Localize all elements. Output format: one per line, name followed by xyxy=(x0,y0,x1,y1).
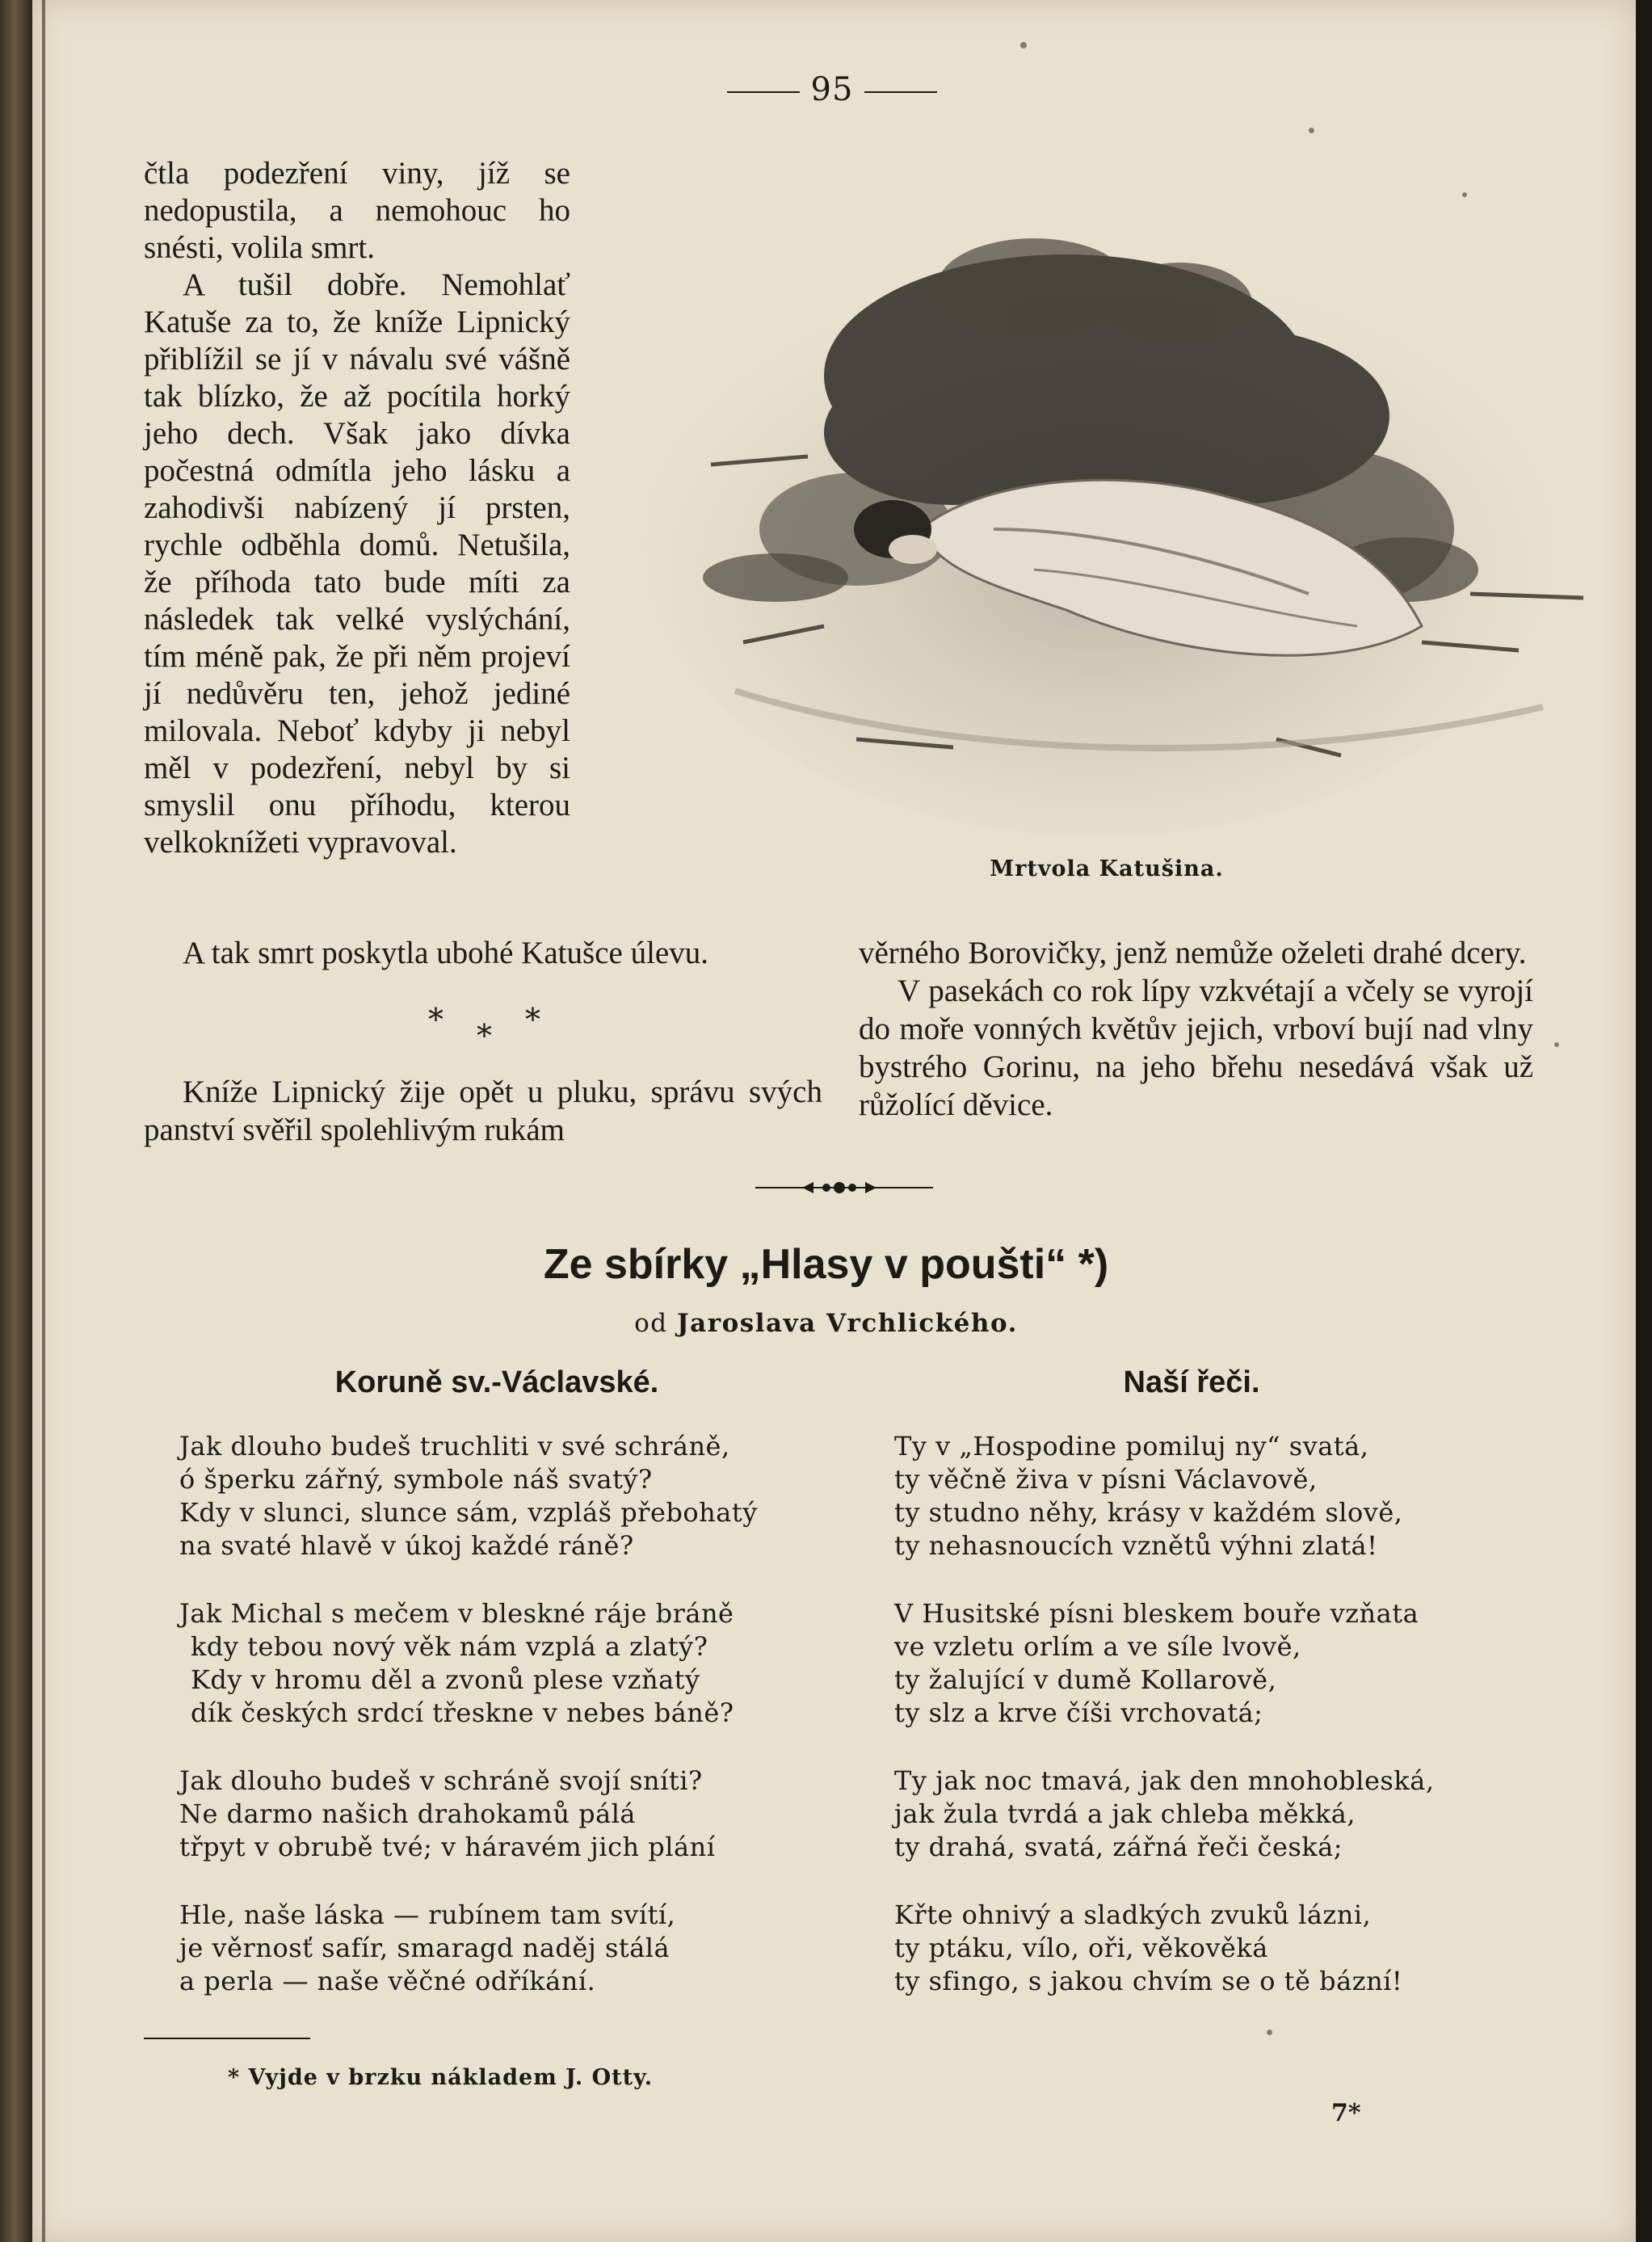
verse-line: Jak dlouho budeš truchliti v své schráně, xyxy=(179,1431,730,1462)
verse-line: ty nehasnoucích vznětů výhni zlatá! xyxy=(894,1530,1378,1561)
verse-line: a perla — naše věčné odříkání. xyxy=(179,1966,596,1996)
asterisk: * xyxy=(428,1002,443,1037)
story-left-after-break xyxy=(144,1073,822,1149)
sonnet-title-left: Koruně sv.-Václavské. xyxy=(334,1365,659,1399)
paper-speck xyxy=(1309,128,1314,133)
verse-line: Ty jak noc tmavá, jak den mnohobleská, xyxy=(894,1765,1435,1796)
story-paragraph: čtla podezření viny, jíž se nedopustila, a nemohouc ho snésti, volila smrt. xyxy=(144,156,570,265)
verse-line: ty studno něhy, krásy v každém slově, xyxy=(894,1497,1403,1528)
story-paragraph: V pasekách co rok lípy vzkvétají a včely se vyrojí do moře vonných květův jejich, vrboví bují nad vlny bystrého Gorinu, na jeho břehu nesedává však už růžolící děvice. xyxy=(859,974,1533,1122)
verse-line: Jak Michal s mečem v bleskné ráje bráně xyxy=(179,1598,734,1629)
verse-line: jak žula tvrdá a jak chleba měkká, xyxy=(894,1798,1356,1829)
author-prefix: od xyxy=(634,1309,668,1338)
stanza xyxy=(894,1765,1434,1864)
verse-line: Kdy v hromu děl a zvonů plese vzňatý xyxy=(191,1664,700,1695)
stanza xyxy=(894,1597,1434,1730)
footnote-rule xyxy=(144,2038,310,2039)
story-right-column xyxy=(859,934,1533,1124)
verse-line: Hle, naše láska — rubínem tam svítí, xyxy=(179,1899,676,1930)
sonnet-right xyxy=(894,1430,1434,2033)
verse-line: dík českých srdcí třeskne v nebes báně? xyxy=(191,1697,734,1728)
poem-collection-title: Ze sbírky „Hlasy v poušti“ *) xyxy=(543,1241,1109,1288)
footnote: * Vyjde v brzku nákladem J. Otty. xyxy=(228,2065,654,2090)
verse-line: Ty v „Hospodine pomiluj ny“ svatá, xyxy=(894,1431,1369,1462)
binding-shadow xyxy=(42,0,45,2242)
illustration-caption: Mrtvola Katušina. xyxy=(990,856,1224,881)
story-paragraph: Kníže Lipnický žije opět u pluku, správu svých panství svěřil spolehlivým rukám xyxy=(144,1075,822,1147)
stanza xyxy=(894,1899,1434,1998)
header-rule-right xyxy=(864,91,937,93)
verse-line: na svaté hlavě v úkoj každé ráně? xyxy=(179,1530,634,1561)
verse-line: třpyt v obrubě tvé; v háravém jich plání xyxy=(179,1832,716,1862)
header-rule-left xyxy=(727,91,800,93)
story-left-column xyxy=(144,155,570,861)
verse-line: ty ptáku, vílo, oři, věkověká xyxy=(894,1933,1268,1963)
paper-speck xyxy=(1020,42,1027,48)
story-paragraph: A tak smrt poskytla ubohé Katušce úlevu. xyxy=(183,936,708,970)
printer-signature: 7* xyxy=(1331,2099,1361,2127)
paper-speck xyxy=(1267,2030,1272,2035)
poem-author-line xyxy=(0,1309,1652,1338)
section-asterism xyxy=(412,1002,574,1054)
verse-line: ty sfingo, s jakou chvím se o tě bázní! xyxy=(894,1966,1403,1996)
stanza xyxy=(179,1765,758,1864)
story-left-bottom xyxy=(144,934,822,972)
verse-line: Jak dlouho budeš v schráně svojí sníti? xyxy=(179,1765,703,1796)
ornament-divider xyxy=(755,1178,933,1197)
verse-line: ty drahá, svatá, zářná řeči česká; xyxy=(894,1832,1343,1862)
sonnet-title-right: Naší řeči. xyxy=(1123,1365,1260,1399)
story-paragraph: věrného Borovičky, jenž nemůže oželeti drahé dcery. xyxy=(859,936,1527,970)
verse-line: Ne darmo našich drahokamů pálá xyxy=(179,1798,636,1829)
verse-line: kdy tebou nový věk nám vzplá a zlatý? xyxy=(191,1631,708,1662)
page-number: 95 xyxy=(810,71,854,108)
poem-author: Jaroslava Vrchlického. xyxy=(677,1309,1018,1338)
verse-line: ty věčně živa v písni Václavově, xyxy=(894,1464,1318,1495)
stanza xyxy=(179,1430,758,1563)
verse-line: Křte ohnivý a sladkých zvuků lázni, xyxy=(894,1899,1372,1930)
asterisk: * xyxy=(525,1002,540,1037)
asterisk: * xyxy=(477,1018,492,1054)
verse-line: ó šperku zářný, symbole náš svatý? xyxy=(179,1464,653,1495)
page-header xyxy=(711,71,953,108)
paper-speck xyxy=(1462,192,1467,197)
verse-line: V Husitské písni bleskem bouře vzňata xyxy=(894,1598,1419,1629)
stanza xyxy=(894,1430,1434,1563)
paper-speck xyxy=(1554,1042,1559,1047)
verse-line: ty žalující v dumě Kollarově, xyxy=(894,1664,1277,1695)
story-paragraph: A tušil dobře. Nemohlať Katuše za to, že kníže Lipnický přiblížil se jí v návalu své vášně tak blízko, že až pocítila horký jeho dech. Však jako dívka počestná odmítla jeho lásku a zahodivši nabízený jí prsten, rychle odběhla domů. Netušila, že příhoda tato bude míti za následek tak velké vyslýchání, tím méně pak, že při něm projeví jí nedůvěru ten, jehož jediné milovala. Neboť kdyby ji nebyl měl v podezření, nebyl by si smyslil onu příhodu, kterou velkoknížeti vypravoval. xyxy=(144,267,570,860)
book-spine xyxy=(0,0,32,2242)
stanza xyxy=(179,1597,758,1730)
sonnet-left xyxy=(179,1430,758,2033)
verse-line: je věrnosť safír, smaragd naděj stálá xyxy=(179,1933,670,1963)
verse-line: Kdy v slunci, slunce sám, vzpláš přebohatý xyxy=(179,1497,758,1528)
stanza xyxy=(179,1899,758,1998)
verse-line: ve vzletu orlím a ve síle lvově, xyxy=(894,1631,1301,1662)
illustration-dead-katusa xyxy=(614,190,1599,860)
verse-line: ty slz a krve číši vrchovatá; xyxy=(894,1697,1263,1728)
